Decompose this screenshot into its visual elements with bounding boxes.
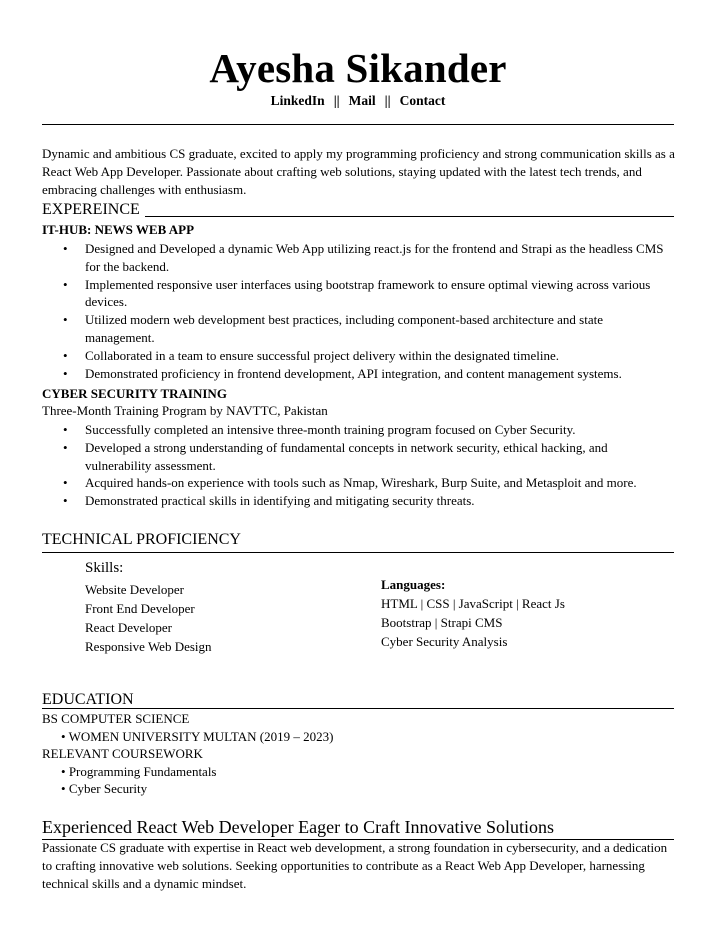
bullet-icon: • [63, 365, 68, 381]
course-item: • Cyber Security [61, 781, 148, 796]
list-item: Website Developer [85, 582, 184, 597]
languages-list [381, 594, 565, 651]
list-item: Bootstrap | Strapi CMS [381, 615, 503, 630]
bullet-icon: • [61, 764, 69, 779]
list-item: • Implemented responsive user interfaces using bootstrap framework to ensure optimal viewing across various devices. [63, 276, 651, 310]
bullet-icon: • [63, 347, 68, 363]
list-item: Cyber Security Analysis [381, 634, 508, 649]
bullet-icon: • [63, 241, 68, 256]
list-item: HTML | CSS | JavaScript | React Js [381, 596, 565, 611]
job-title-cyber: CYBER SECURITY TRAINING [42, 386, 227, 401]
bullet-icon: • [63, 439, 68, 455]
bullet-icon: • [63, 276, 68, 292]
link-separator: || [333, 93, 340, 108]
coursework-label: RELEVANT COURSEWORK [42, 746, 203, 761]
languages-label: Languages: [381, 577, 446, 592]
skills-label: Skills: [85, 560, 124, 576]
resume-name: Ayesha Sikander [209, 45, 507, 91]
bullet-icon: • [61, 729, 69, 744]
cyber-bullet-list [42, 421, 674, 510]
closing-text: Passionate CS graduate with expertise in React web development, a strong foundation in cybersecurity, and a dedication to crafting innovative web solutions. Seeking opportunities to contribute as a React Web App Developer, harnessing technical skills and a dynamic mindset. [42, 840, 668, 891]
contact-link[interactable]: Contact [399, 93, 446, 108]
list-item: Responsive Web Design [85, 639, 212, 654]
list-item: • Successfully completed an intensive three-month training program focused on Cyber Security. [63, 422, 576, 437]
list-item: React Developer [85, 620, 172, 635]
list-item: • Utilized modern web development best practices, including component-based architecture and state management. [63, 312, 604, 345]
course-item: • Programming Fundamentals [61, 764, 217, 779]
list-item: • Developed a strong understanding of fundamental concepts in network security, ethical hacking, and vulnerability assessment. [63, 439, 608, 473]
technical-heading: TECHNICAL PROFICIENCY [42, 531, 241, 548]
bullet-icon: • [63, 475, 68, 491]
list-item: • Demonstrated proficiency in frontend development, API integration, and content management systems. [63, 365, 622, 381]
list-item: • Demonstrated practical skills in identifying and mitigating security threats. [63, 493, 475, 509]
summary-text: Dynamic and ambitious CS graduate, excited to apply my programming proficiency and strong communication skills as a React Web App Developer. Passionate about crafting web solutions, staying updated with the latest tech trends, and embracing challenges with enthusiasm. [42, 146, 675, 198]
institution: • WOMEN UNIVERSITY MULTAN (2019 – 2023) [61, 729, 334, 744]
link-separator: || [384, 93, 391, 108]
job-title-ithub: IT-HUB: NEWS WEB APP [42, 222, 195, 237]
bullet-icon: • [63, 493, 68, 509]
closing-title: Experienced React Web Developer Eager to Craft Innovative Solutions [42, 817, 555, 837]
experience-divider [145, 216, 674, 217]
degree: BS COMPUTER SCIENCE [42, 711, 190, 726]
job-subtitle-cyber: Three-Month Training Program by NAVTTC, Pakistan [42, 403, 328, 418]
bullet-icon: • [63, 312, 68, 328]
list-item: • Designed and Developed a dynamic Web App utilizing react.js for the frontend and Strapi as the headless CMS for the backend. [63, 241, 664, 274]
technical-divider [42, 552, 674, 553]
list-item: • Acquired hands-on experience with tools such as Nmap, Wireshark, Burp Suite, and Metasploit and more. [63, 475, 637, 491]
education-heading: EDUCATION [42, 691, 134, 708]
skills-list [85, 580, 212, 656]
list-item: Front End Developer [85, 601, 195, 616]
bullet-icon: • [61, 781, 69, 796]
mail-link[interactable]: Mail [348, 93, 376, 108]
ithub-bullet-list [42, 240, 674, 382]
education-divider [42, 708, 674, 709]
experience-heading: EXPEREINCE [42, 201, 140, 218]
contact-links [42, 93, 674, 109]
list-item: • Collaborated in a team to ensure successful project delivery within the designated timeline. [63, 347, 559, 363]
header-divider [42, 124, 674, 125]
linkedin-link[interactable]: LinkedIn [270, 93, 325, 108]
bullet-icon: • [63, 422, 68, 437]
